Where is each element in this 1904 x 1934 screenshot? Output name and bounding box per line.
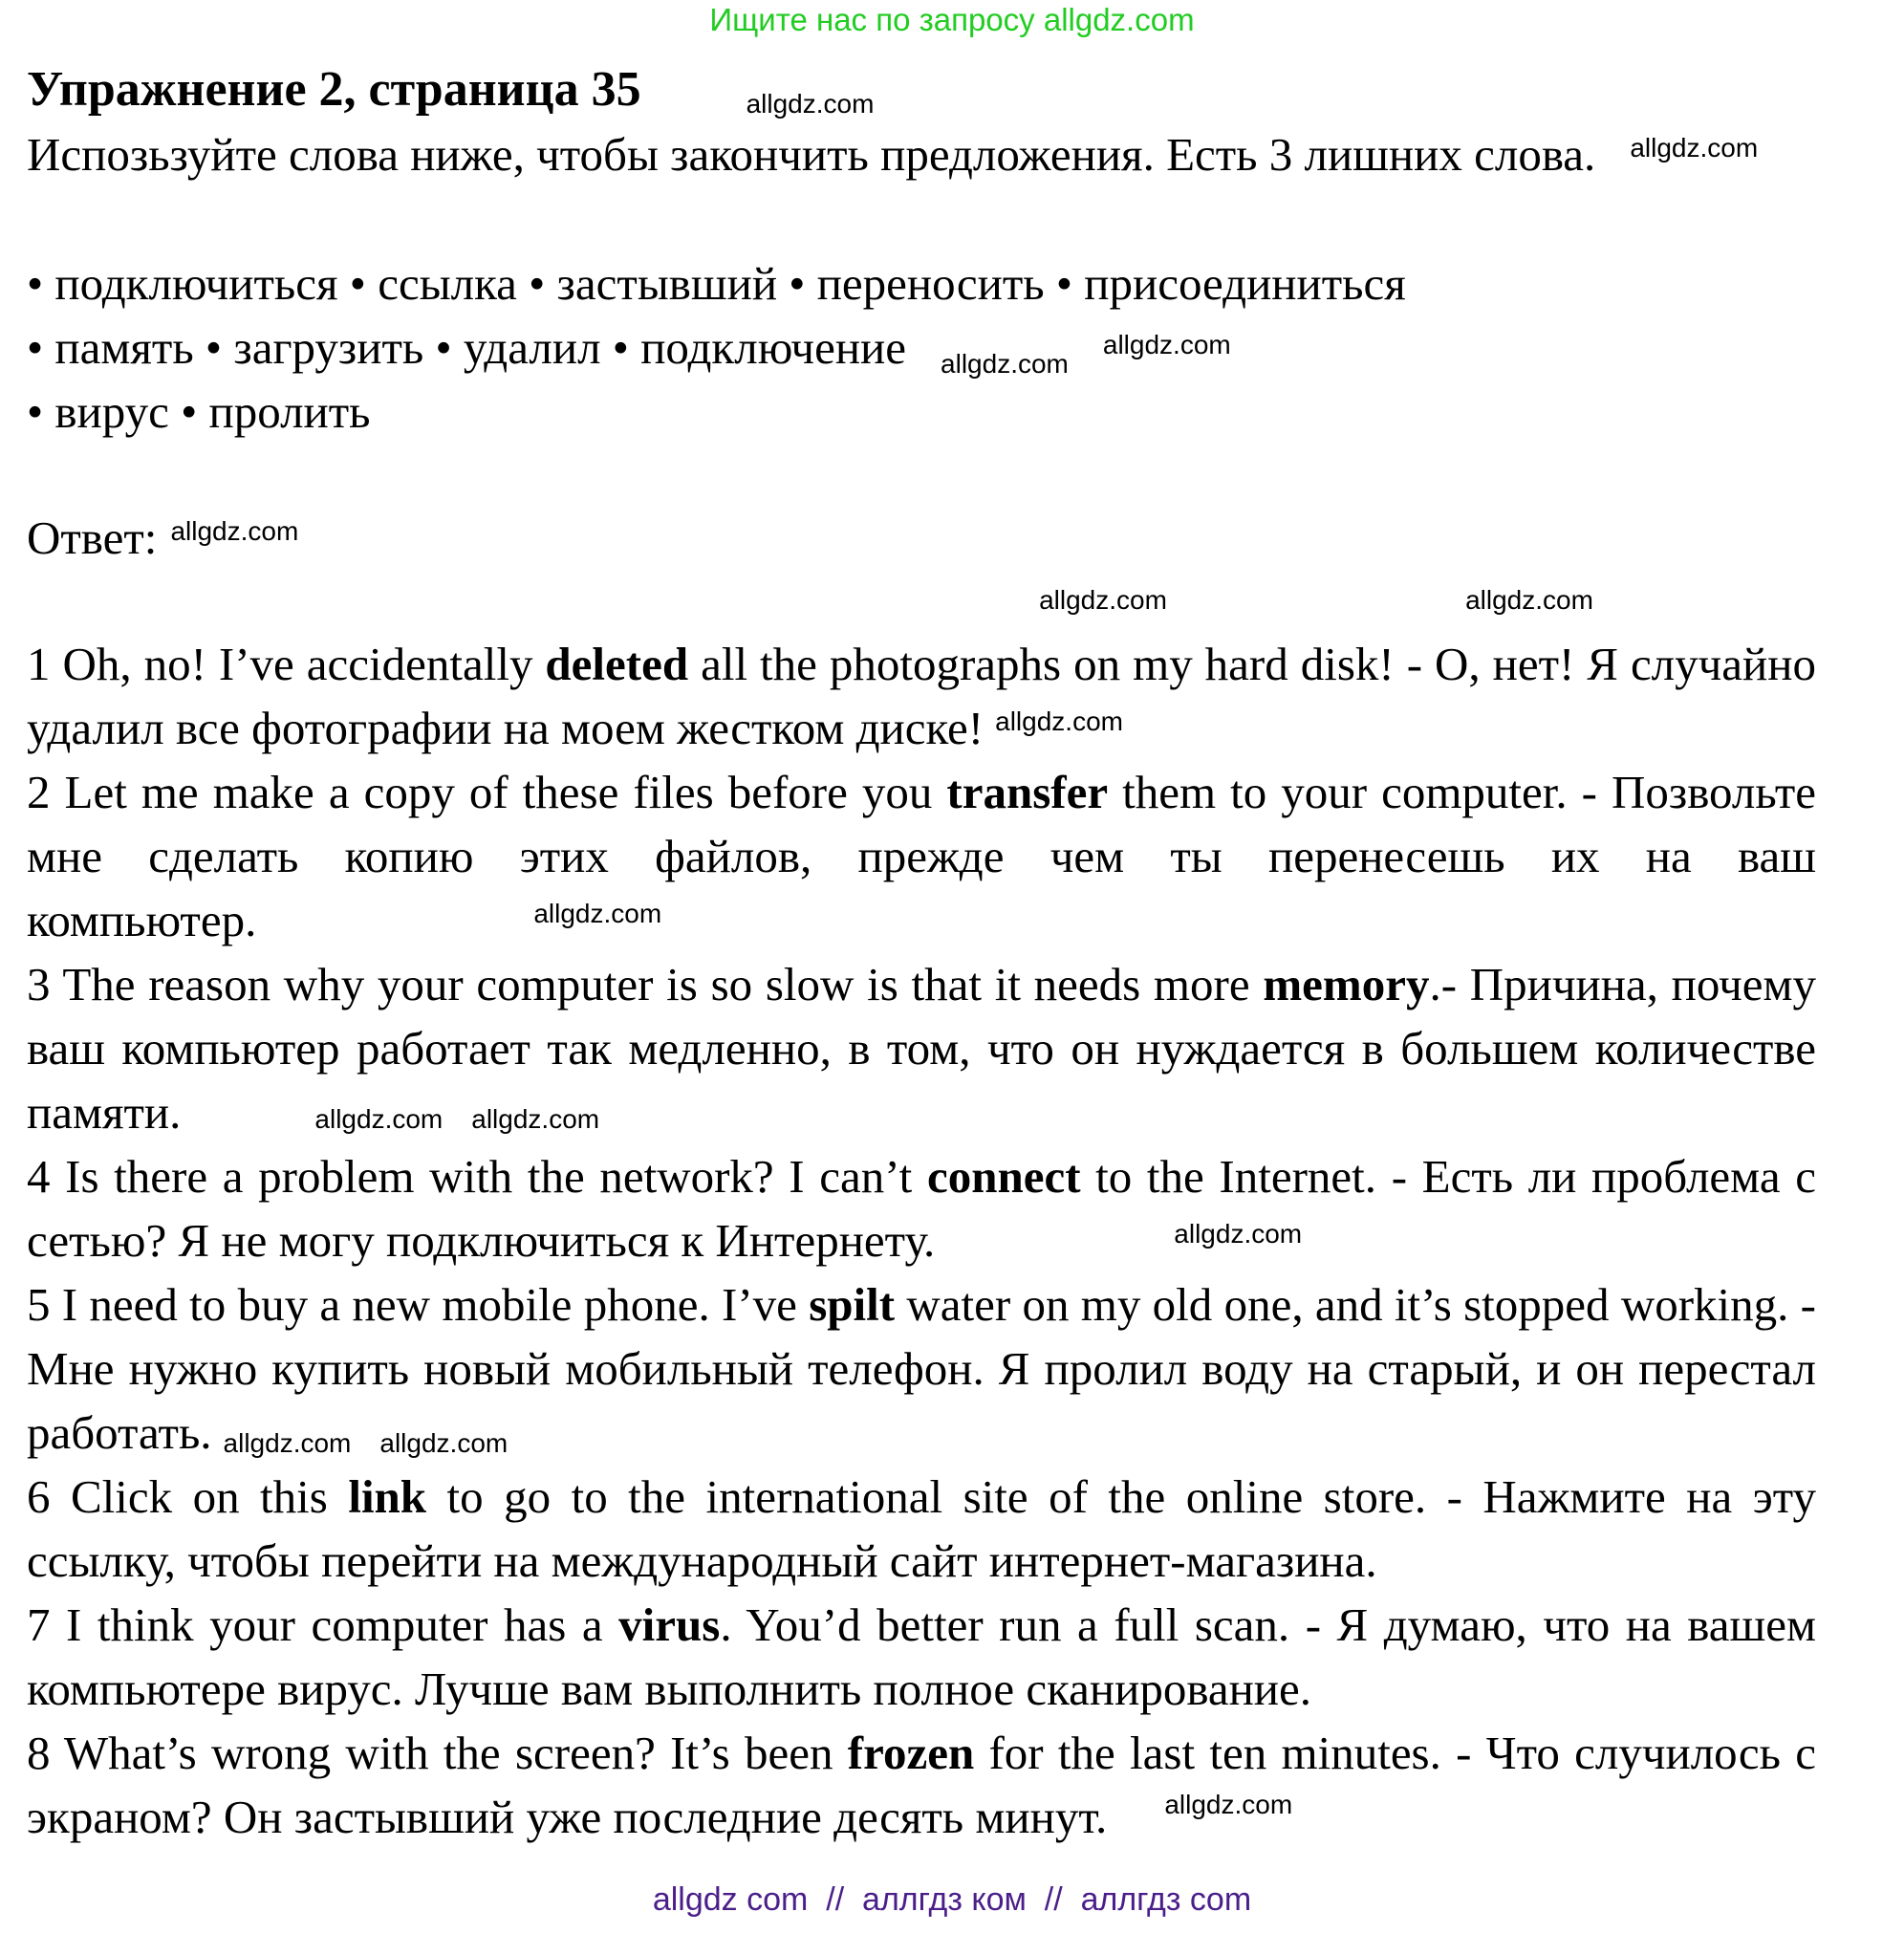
answer-item [27,1272,1816,1465]
watermark: allgdz.com [1164,1790,1293,1819]
header-banner: Ищите нас по запросу allgdz.com [709,2,1195,37]
watermark: allgdz.com [1039,585,1167,615]
answer-keyword: deleted [545,638,689,690]
answer-label-line [27,506,1816,570]
instruction [27,122,1816,186]
watermark: allgdz.com [995,706,1123,736]
answer-keyword: link [348,1470,427,1523]
answer-label: Ответ: [27,511,158,564]
answer-keyword: transfer [946,766,1109,818]
watermark: allgdz.com [314,1104,444,1134]
word-line: • вирус • пролить [27,385,371,438]
answer-text: 2 Let me make a copy of these files before you [27,766,947,818]
watermark: allgdz.com [223,1428,352,1458]
answer-text: 8 What’s wrong with the screen? It’s been [27,1727,848,1779]
answer-item [27,1465,1816,1593]
watermark: allgdz.com [1465,585,1593,615]
answer-text: to the Internet. - Есть ли проблема с сетью? Я не могу подключиться к Интернету. [27,1150,1816,1267]
footer-banner: allgdz com // аллгдз ком // аллгдз com [652,1881,1252,1918]
page-title [27,61,874,118]
word-line-2 [27,315,1816,380]
instruction-paragraph [27,122,1816,186]
answer-item [27,1721,1816,1849]
watermark: allgdz.com [1174,1219,1303,1249]
answer-keyword: spilt [809,1278,896,1331]
answer-text: . You’d better run a full scan. - Я думаю, что на вашем компьютере вирус. Лучше вам выполнить полное сканирование. [27,1598,1816,1715]
answer-text: 6 Click on this [27,1470,349,1523]
answer-text: them to your computer. - Позвольте мне сделать копию этих файлов, прежде чем ты перенесешь их на ваш компьютер. [27,766,1816,946]
answer-keyword: memory [1263,958,1430,1010]
answer-item [27,1593,1816,1721]
answers-list [27,632,1816,1849]
answer-text: 1 Oh, no! I’ve accidentally [27,638,546,690]
answer-text: water on my old one, and it’s stopped working. - Мне нужно купить новый мобильный телефон. Я пролил воду на старый, и он перестал работать. [27,1278,1816,1459]
answer-item [27,952,1816,1144]
watermark: allgdz.com [941,349,1069,379]
answer-text: .- Причина, почему ваш компьютер работает так медленно, в том, что он нуждается в большем количестве памяти. [27,958,1816,1139]
instruction-text: Испозьзуйте слова ниже, чтобы закончить предложения. Есть 3 лишних слова. [27,128,1596,181]
watermark: allgdz.com [533,899,662,928]
watermark: allgdz.com [1630,133,1759,163]
answer-item [27,632,1816,760]
watermark: allgdz.com [379,1428,508,1458]
answer-item [27,760,1816,952]
answer-keyword: connect [926,1150,1081,1203]
answer-text: to go to the international site of the online store. - Нажмите на эту ссылку, чтобы перейти на международный сайт интернет-магазина. [27,1470,1816,1587]
answer-item [27,1144,1816,1272]
word-line: • память • загрузить • удалил • подключение [27,321,907,374]
answer-keyword: virus [618,1598,721,1651]
word-line: • подключиться • ссылка • застывший • переносить • присоединиться [27,257,1406,310]
answer-text: 4 Is there a problem with the network? I can’t [27,1150,927,1203]
answer-text: 7 I think your computer has a [27,1598,619,1651]
page-title-text: Упражнение 2, страница 35 [27,62,641,117]
answer-keyword: frozen [847,1727,975,1779]
answer-text: 5 I need to buy a new mobile phone. I’ve [27,1278,810,1331]
watermark: allgdz.com [746,89,875,119]
word-list [27,251,1816,444]
answer-text: all the photographs on my hard disk! - О, нет! Я случайно удалил все фотографии на моем жестком диске! [27,638,1816,754]
watermark: allgdz.com [170,516,299,546]
answer-text: for the last ten minutes. - Что случилось с экраном? Он застывший уже последние десять минут. [27,1727,1816,1843]
answer-text: 3 The reason why your computer is so slow is that it needs more [27,958,1264,1010]
watermark: allgdz.com [1102,330,1231,359]
watermark: allgdz.com [471,1104,600,1134]
